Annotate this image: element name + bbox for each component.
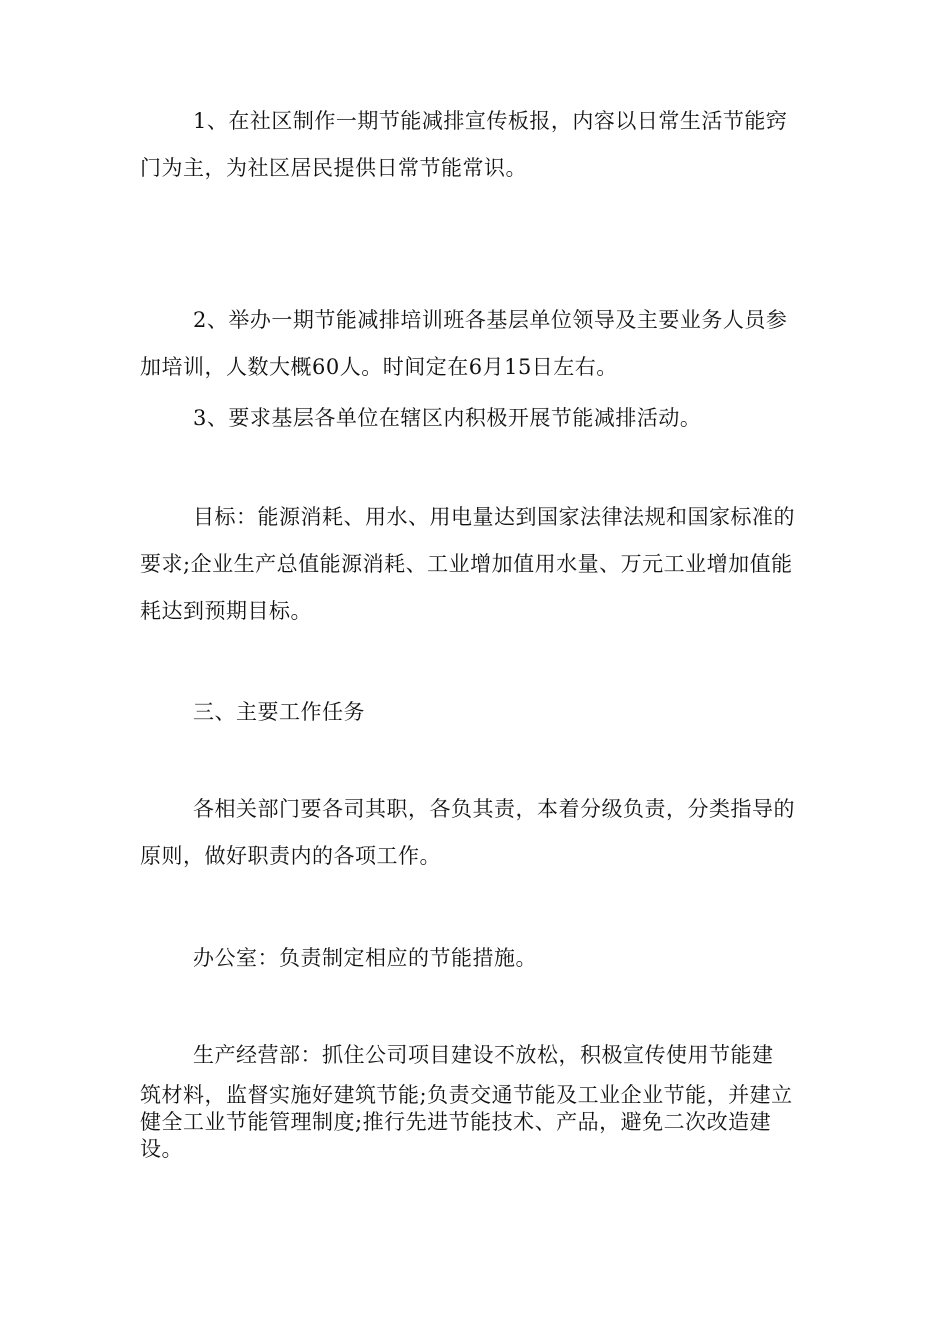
paragraph-production-first-line: 生产经营部：抓住公司项目建设不放松，积极宣传使用节能建 (193, 1043, 774, 1067)
paragraph-goal: 目标：能源消耗、用水、用电量达到国家法律法规和国家标准的要求;企业生产总值能源消耗、工业增加值用水量、万元工业增加值能耗达到预期目标。 (140, 505, 795, 623)
paragraph-2: 2、举办一期节能减排培训班各基层单位领导及主要业务人员参加培训，人数大概60人。时间定在6月15日左右。 (140, 308, 788, 379)
paragraph-1: 1、在社区制作一期节能减排宣传板报，内容以日常生活节能窍门为主，为社区居民提供日常节能常识。 (140, 109, 788, 180)
paragraph-production-rest: 筑材料，监督实施好建筑节能;负责交通节能及工业企业节能，并建立健全工业节能管理制度;推行先进节能技术、产品，避免二次改造建设。 (140, 1083, 793, 1161)
section-heading: 三、主要工作任务 (193, 700, 365, 724)
paragraph-office: 办公室：负责制定相应的节能措施。 (193, 946, 537, 970)
paragraph-production-dept (140, 1032, 802, 1163)
paragraph-3: 3、要求基层各单位在辖区内积极开展节能减排活动。 (193, 406, 702, 430)
paragraph-responsibilities: 各相关部门要各司其职，各负其责，本着分级负责，分类指导的原则，做好职责内的各项工作。 (140, 797, 795, 868)
